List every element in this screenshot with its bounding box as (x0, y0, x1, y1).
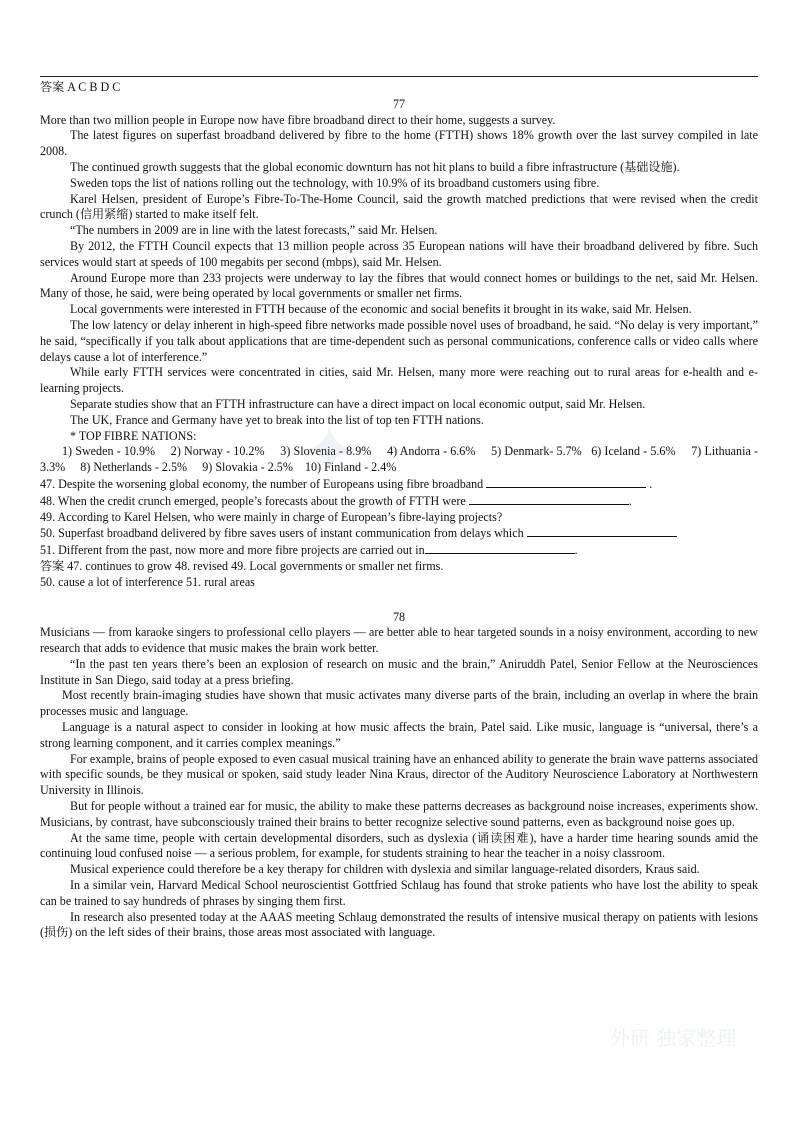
question-47-text: 47. Despite the worsening global economy, the number of Europeans using fibre broadband (40, 476, 484, 491)
document-page (40, 78, 762, 941)
question-48-text: 48. When the credit crunch emerged, people’s forecasts about the growth of FTTH were (40, 493, 466, 508)
question-48: 48. When the credit crunch emerged, people’s forecasts about the growth of FTTH were . (40, 493, 632, 508)
paragraph: The latest figures on superfast broadband delivered by fibre to the home (FTTH) shows 18% growth over the last survey compiled in late 2008. (40, 128, 758, 159)
paragraph: Sweden tops the list of nations rolling out the technology, with 10.9% of its broadband customers using fibre. (70, 175, 600, 190)
background-watermark: ✦ (300, 410, 359, 492)
paragraph: Musicians — from karaoke singers to professional cello players — are better able to hear targeted sounds in a noisy environment, according to new research that adds to evidence that music makes the brain work better. (40, 625, 758, 656)
top-rule (40, 76, 758, 77)
paragraph: “In the past ten years there’s been an explosion of research on music and the brain,” Aniruddh Patel, Senior Fellow at the Neurosciences Institute in San Diego, said today at a press briefing. (40, 656, 758, 687)
question-50-text: 50. Superfast broadband delivered by fibre saves users of instant communication from delays which (40, 526, 524, 541)
passage-number-78: 78 (392, 609, 406, 624)
previous-answers: 答案 A C B D C (40, 80, 121, 94)
answer-blank[interactable] (469, 493, 629, 505)
paragraph: Most recently brain-imaging studies have shown that music activates many diverse parts of the brain, including an overlap in where the brain processes music and language. (40, 688, 758, 719)
paragraph: Separate studies show that an FTTH infrastructure can have a direct impact on local economic output, said Mr. Helsen. (70, 396, 646, 411)
answers-77-line2: 50. cause a lot of interference 51. rural areas (40, 574, 255, 589)
paragraph: More than two million people in Europe now have fibre broadband direct to their home, suggests a survey. (40, 112, 556, 127)
question-50 (40, 525, 758, 542)
paragraph: Around Europe more than 233 projects were underway to lay the fibres that would connect homes or buildings to the net, said Mr. Helsen. Many of those, he said, were being operated by local governments or smaller net firms. (40, 270, 758, 301)
paragraph: Musical experience could therefore be a key therapy for children with dyslexia and similar language-related disorders, Kraus said. (70, 862, 700, 877)
watermark-text: 外研 独家整理 (610, 1026, 737, 1050)
paragraph: In a similar vein, Harvard Medical School neuroscientist Gottfried Schlaug has found that stroke patients who have lost the ability to speak can be trained to say hundreds of phrases by singing them first. (40, 878, 758, 908)
top-nations-list: 1) Sweden - 10.9% 2) Norway - 10.2% 3) Slovenia - 8.9% 4) Andorra - 6.6% 5) Denmark- 5.7% 6) Iceland - 5.6% 7) Lithuania - 3.3% 8) Netherlands - 2.5% 9) Slovakia - 2.5% 10) Finland - 2.4% (40, 444, 762, 475)
paragraph: Karel Helsen, president of Europe’s Fibre-To-The-Home Council, said the growth matched predictions that were revised when the credit crunch (信用紧缩) started to make itself felt. (40, 191, 758, 222)
answer-blank[interactable] (425, 542, 575, 554)
paragraph: Language is a natural aspect to consider in looking at how music affects the brain, Patel said. Like music, language is “universal, there’s a strong learning component, and it carries complex meanings.” (40, 720, 758, 750)
paragraph: For example, brains of people exposed to even casual musical training have an enhanced ability to generate the brain wave patterns associated with specific sounds, be they musical or spoken, said study leader Nina Kraus, director of the Auditory Neuroscience Laboratory at Northwestern University in Illinois. (40, 751, 758, 798)
question-51-text: 51. Different from the past, now more and more fibre projects are carried out in (40, 543, 425, 558)
passage-number-77: 77 (392, 96, 406, 111)
question-47: 47. Despite the worsening global economy, the number of Europeans using fibre broadband . (40, 476, 653, 491)
answers-77-line1: 答案 47. continues to grow 48. revised 49. Local governments or smaller net firms. (40, 558, 444, 573)
paragraph: The continued growth suggests that the global economic downturn has not hit plans to build a fibre infrastructure (基础设施). (70, 159, 680, 174)
paragraph: The UK, France and Germany have yet to break into the list of top ten FTTH nations. (70, 412, 484, 427)
paragraph: While early FTTH services were concentrated in cities, said Mr. Helsen, many more were reaching out to rural areas for e-health and e-learning projects. (40, 365, 758, 396)
paragraph: By 2012, the FTTH Council expects that 13 million people across 35 European nations will have their broadband delivered by fibre. Such services would start at speeds of 100 megabits per second (mbps), said Mr. Helsen. (40, 238, 758, 269)
answer-blank[interactable] (486, 476, 646, 488)
question-49 (40, 510, 758, 526)
paragraph: At the same time, people with certain developmental disorders, such as dyslexia (诵读困难), have a harder time hearing sounds amid the continuing loud confused noise — a serious problem, for example, for students straining to hear the teacher in a noisy classroom. (40, 830, 758, 861)
question-49-text: 49. According to Karel Helsen, who were mainly in charge of European’s fibre-laying projects? (40, 509, 503, 524)
question-51: 51. Different from the past, now more and more fibre projects are carried out in . (40, 543, 578, 558)
paragraph: “The numbers in 2009 are in line with the latest forecasts,” said Mr. Helsen. (70, 223, 438, 238)
top-nations-title: * TOP FIBRE NATIONS: (70, 428, 197, 443)
paragraph: In research also presented today at the AAAS meeting Schlaug demonstrated the results of intensive musical therapy on patients with lesions (损伤) on the left sides of their brains, those areas most associated with language. (40, 909, 758, 940)
paragraph: The low latency or delay inherent in high-speed fibre networks made possible novel uses of broadband, he said. “No delay is very important,” he said, “specifically if you talk about applications that are time-dependent such as personal communications, conference calls or video calls where delays cause a lot of interference.” (40, 317, 758, 364)
paragraph: But for people without a trained ear for music, the ability to make these patterns decreases as background noise increases, experiments show. Musicians, by contrast, have subconsciously trained their brains to better recognize selective sound patterns, even as background noise goes up. (40, 799, 758, 829)
paragraph: Local governments were interested in FTTH because of the economic and social benefits it brought in its wake, said Mr. Helsen. (70, 302, 692, 317)
answer-blank[interactable] (527, 525, 677, 537)
